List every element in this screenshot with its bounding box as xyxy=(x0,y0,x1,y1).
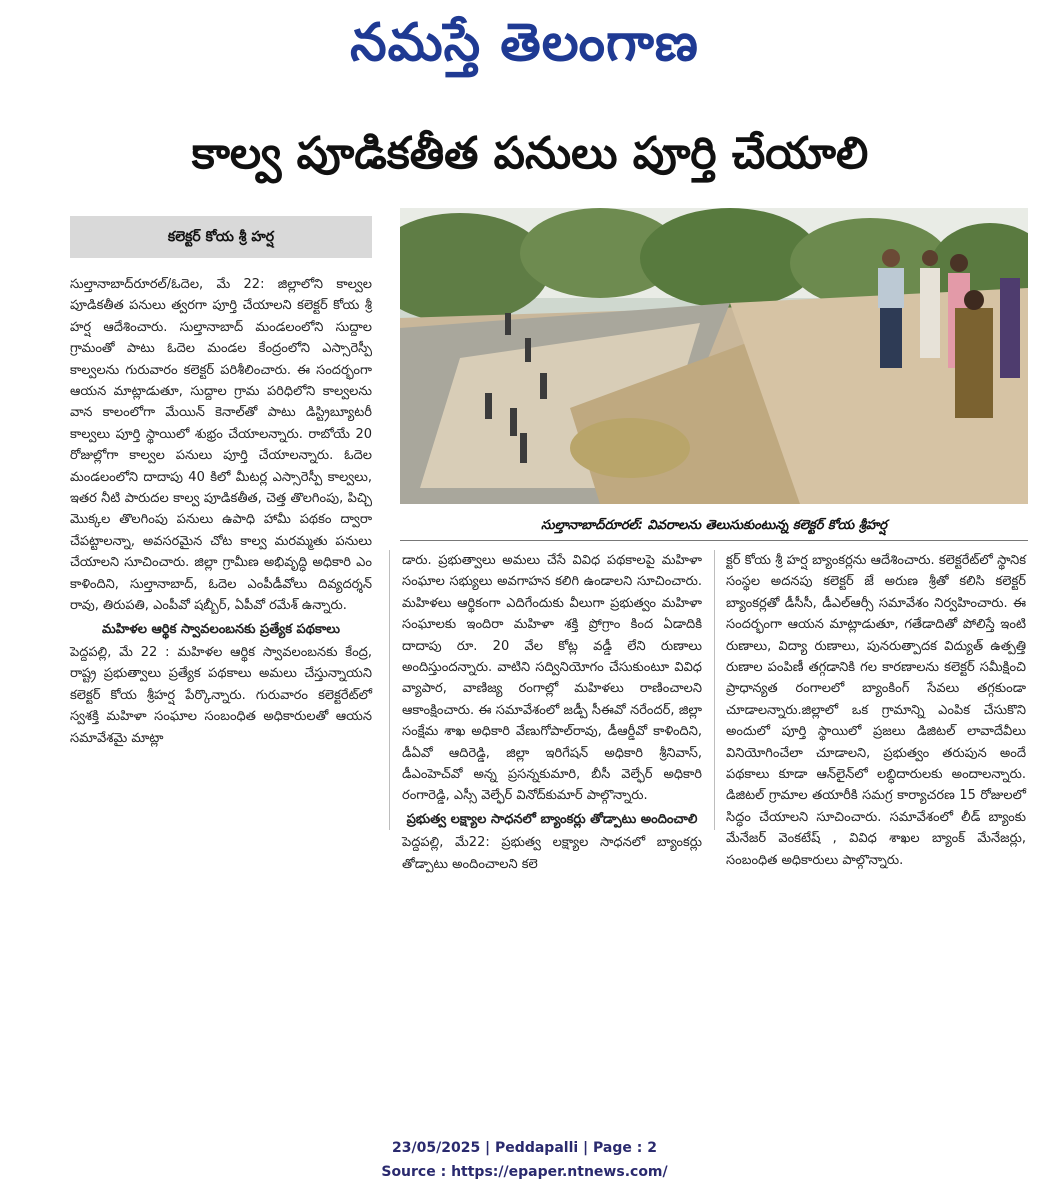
column-2-paragraph-1: డారు. ప్రభుత్వాలు అమలు చేసే వివిధ పథకాలపై మహిళా సంఘాల సభ్యులు అవగాహన కలిగి ఉండాలని సూచించారు. మహిళలు ఆర్థికంగా ఎదిగేందుకు వీలుగా ప్రభుత్వం మహిళా సంఘాలకు ఇందిరా మహిళా శక్తి ప్రోగ్రాం కింద ఏడాదికి దాదాపు రూ. 20 వేల కోట్ల వడ్డీ లేని రుణాలు అందిస్తుందన్నారు. వాటిని సద్వినియోగం చేసుకుంటూ వివిధ వ్యాపార, వాణిజ్య రంగాల్లో మహిళలు రాణించాలని ఆకాంక్షించారు. ఈ సమావేశంలో జడ్పీ సీఈవో నరేందర్, జిల్లా సంక్షేమ శాఖ అధికారి వేణుగోపాల్‌రావు, డీఆర్డీవో కాళిందిని, డీఏవో ఆదిరెడ్డి, జిల్లా ఇరిగేషన్ అధికారి శ్రీనివాస్, డీఎంహెచ్‌వో అన్న ప్రసన్నకుమారి, బీసీ వెల్ఫేర్ అధికారి రంగారెడ్డి, ఎస్సీ వెల్ఫేర్ వినోద్‌కుమార్ పాల్గొన్నారు. xyxy=(402,553,702,804)
byline-box: కలెక్టర్ కోయ శ్రీ హర్ష xyxy=(70,216,372,258)
photo-caption: సుల్తానాబాద్‌రూరల్: వివరాలను తెలుసుకుంటున్న కలెక్టర్ కోయ శ్రీహర్ష xyxy=(400,512,1028,541)
column-1-paragraph-2: పెద్దపల్లి, మే 22 : మహిళల ఆర్థిక స్వావలంబనకు కేంద్ర, రాష్ట్ర ప్రభుత్వాలు ప్రత్యేక పథకాలు అమలు చేస్తున్నాయని కలెక్టర్ కోయ శ్రీహర్ష పేర్కొన్నారు. గురువారం కలెక్టరేట్‌లో స్వశక్తి మహిళా సంఘాల సంబంధిత అధికారులతో ఆయన సమావేశమై మాట్లా xyxy=(70,644,372,746)
news-photo xyxy=(400,208,1028,504)
newspaper-masthead: నమస్తే తెలంగాణ xyxy=(350,12,699,73)
subheading-bankers: ప్రభుత్వ లక్ష్యాల సాధనలో బ్యాంకర్లు తోడ్పాటు అందించాలి xyxy=(406,811,698,827)
footer-date-edition: 23/05/2025 | Peddapalli | Page : 2 xyxy=(392,1140,657,1156)
article-column-1 xyxy=(70,274,372,749)
article-column-3 xyxy=(726,550,1026,871)
column-2-paragraph-2: పెద్దపల్లి, మే22: ప్రభుత్వ లక్ష్యాల సాధనలో బ్యాంకర్లు తోడ్పాటు అందించాలని కలె xyxy=(402,835,702,872)
column-divider-1 xyxy=(389,550,390,830)
column-3-paragraph-1: క్టర్ కోయ శ్రీ హర్ష బ్యాంకర్లను ఆదేశించారు. కలెక్టరేట్‌లో స్థానిక సంస్థల అదనపు కలెక్టర్ జే అరుణ శ్రీతో కలిసి కలెక్టర్ బ్యాంకర్లతో డీసీసీ, డీఎల్ఆర్సీ సమావేశం నిర్వహించారు. ఈ సందర్భంగా ఆయన మాట్లాడుతూ, గతేడాదితో పోలిస్తే ఇంటి రుణాలు, విద్యా రుణాలు, పునరుత్పాదక విద్యుత్ ఉత్పత్తి రుణాల పంపిణీ తగ్గడానికి గల కారణాలను కలెక్టర్ సమీక్షించి ప్రాధాన్యత రంగాలలో బ్యాంకింగ్ సేవలు తగ్గకుండా చూడాలన్నారు.జిల్లాలో ఒక గ్రామాన్ని ఎంపిక చేసుకొని అందులో పూర్తి స్థాయిలో ప్రజలు డిజిటల్ లావాదేవీలు వినియోగించేలా చూడాలని, ప్రభుత్వం తరుపున అందే పథకాలు కూడా ఆన్‌లైన్‌లో లబ్ధిదారులకు అందాలన్నారు. డిజిటల్ గ్రామాల తయారీకి సమగ్ర కార్యాచరణ 15 రోజులలో సిద్ధం చేయాలని సూచించారు. సమావేశంలో లీడ్ బ్యాంకు మేనేజర్ వెంకటేష్ , వివిధ శాఖల బ్యాంక్ మేనేజర్లు, సంబంధిత అధికారులు పాల్గొన్నారు. xyxy=(726,553,1026,868)
column-divider-2 xyxy=(714,550,715,830)
footer-source: Source : https://epaper.ntnews.com/ xyxy=(381,1164,668,1180)
column-1-paragraph-1: సుల్తానాబాద్‌రూరల్/ఓదెల, మే 22: జిల్లాలోని కాల్వల పూడికతీత పనులు త్వరగా పూర్తి చేయాలని కలెక్టర్ కోయ శ్రీ హర్ష ఆదేశించారు. సుల్తానాబాద్ మండలంలోని సుద్దాల గ్రామంతో పాటు ఓదెల మండల కేంద్రంలోని ఎస్సారెస్పీ కాల్వలను గురువారం కలెక్టర్ పరిశీలించారు. ఈ సందర్భంగా ఆయన మాట్లాడుతూ, సుద్దాల గ్రామ పరిధిలోని కాల్వలను వాన కాలంలోగా మేయిన్ కెనాల్‌తో పాటు డిస్ట్రిబ్యూటరీ కాల్వలు పూర్తి స్థాయిలో శుభ్రం చేయాలన్నారు. రాబోయే 20 రోజుల్లోగా కాల్వల పనులు పూర్తి చేయాలన్నారు. ఓదెల మండలంలోని దాదాపు 40 కిలో మీటర్ల ఎస్సారెస్పీ కాల్వలు, ఇతర నీటి పారుదల కాల్వ పూడికతీత, చెత్త తొలగింపు, పిచ్చి మొక్కల తొలగింపు పనులు ఉపాధి హామీ పథకం ద్వారా చేపట్టాలన్నా, అవసరమైన చోట కాల్వ మరమ్మతు పనులు చేయాలని సూచించారు. జిల్లా గ్రామీణ అభివృద్ధి అధికారి ఎం కాళిందిని, సుల్తానాబాద్, ఓదెల ఎంపీడీవోలు దివ్యదర్శన్ రావు, తిరుపతి, ఎంపీవో షబ్బీర్, ఏపీవో రమేశ్ ఉన్నారు. xyxy=(70,277,372,614)
article-column-2 xyxy=(402,550,702,875)
article-headline: కాల్వ పూడికతీత పనులు పూర్తి చేయాలి xyxy=(191,128,869,179)
subheading-women-schemes: మహిళల ఆర్థిక స్వావలంబనకు ప్రత్యేక పథకాలు xyxy=(102,621,340,637)
